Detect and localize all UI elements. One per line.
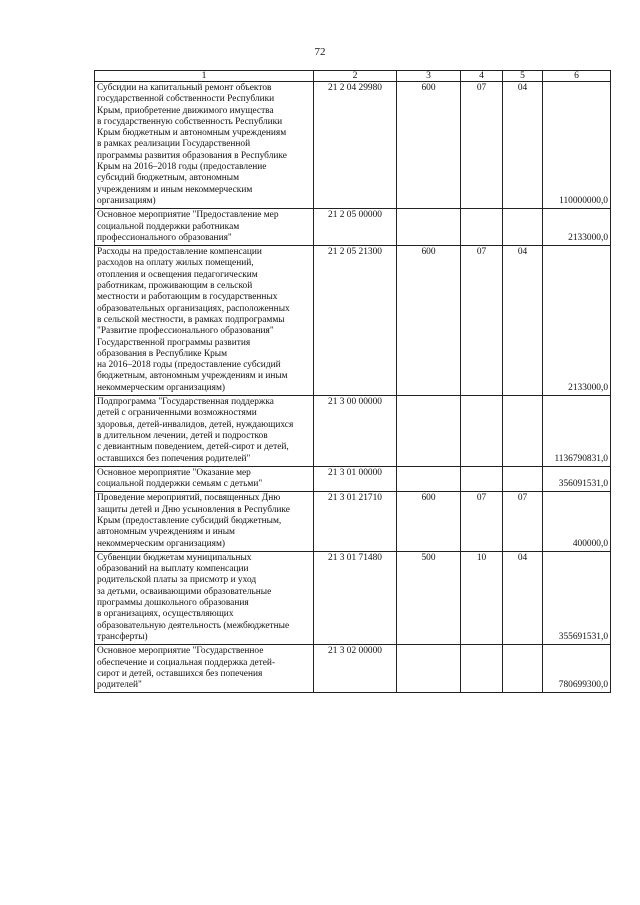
subsection-code: 04	[503, 246, 543, 396]
expense-type-code	[397, 209, 461, 246]
row-name: Субсидии на капитальный ремонт объектов государственной собственности Республики Крым, приобретение движимого имущества в государственную собственность Республики Крым бюджетным и автономным учреждениям в рамках реализации Государственной программы развития образования в Республике Крым на 2016–2018 годы (предоставление субсидий бюджетным, автономным учреждениям и иным некоммерческим организациям)	[95, 82, 314, 209]
table-row	[95, 209, 611, 246]
row-name: Субвенции бюджетам муниципальных образований на выплату компенсации родительской платы за присмотр и уход за детьми, осваивающими образовательные программы дошкольного образования в организациях, осуществляющих образовательную деятельность (межбюджетные трансферты)	[95, 551, 314, 644]
expense-type-code	[397, 645, 461, 693]
subsection-code: 04	[503, 551, 543, 644]
section-code	[461, 209, 503, 246]
column-header: 6	[543, 71, 611, 82]
section-code: 07	[461, 246, 503, 396]
table-row	[95, 396, 611, 467]
table-row	[95, 466, 611, 492]
expense-type-code: 600	[397, 82, 461, 209]
expense-type-code	[397, 396, 461, 467]
budget-code: 21 2 04 29980	[314, 82, 397, 209]
table-row	[95, 246, 611, 396]
budget-code: 21 3 01 21710	[314, 492, 397, 551]
page-number: 72	[314, 46, 326, 58]
column-header: 4	[461, 71, 503, 82]
row-name: Проведение мероприятий, посвященных Дню защиты детей и Дню усыновления в Республике Крым (предоставление субсидий бюджетным, автономным учреждениям и иным некоммерческим организациям)	[95, 492, 314, 551]
subsection-code: 04	[503, 82, 543, 209]
column-header: 3	[397, 71, 461, 82]
budget-code: 21 2 05 00000	[314, 209, 397, 246]
subsection-code	[503, 209, 543, 246]
subsection-code	[503, 396, 543, 467]
column-header: 5	[503, 71, 543, 82]
column-header: 1	[95, 71, 314, 82]
row-name: Основное мероприятие "Оказание мер социальной поддержки семьям с детьми"	[95, 466, 314, 492]
section-code: 07	[461, 492, 503, 551]
header-row	[95, 71, 611, 82]
budget-table	[94, 70, 611, 693]
amount: 400000,0	[543, 492, 611, 551]
amount: 356091531,0	[543, 466, 611, 492]
expense-type-code: 500	[397, 551, 461, 644]
section-code: 10	[461, 551, 503, 644]
table-row	[95, 82, 611, 209]
table-body	[95, 82, 611, 693]
section-code	[461, 396, 503, 467]
table-row	[95, 492, 611, 551]
subsection-code	[503, 645, 543, 693]
amount: 2133000,0	[543, 209, 611, 246]
expense-type-code: 600	[397, 246, 461, 396]
budget-code: 21 2 05 21300	[314, 246, 397, 396]
amount: 355691531,0	[543, 551, 611, 644]
budget-code: 21 3 00 00000	[314, 396, 397, 467]
table-row	[95, 645, 611, 693]
section-code	[461, 645, 503, 693]
section-code: 07	[461, 82, 503, 209]
section-code	[461, 466, 503, 492]
amount: 1136790831,0	[543, 396, 611, 467]
row-name: Подпрограмма "Государственная поддержка детей с ограниченными возможностями здоровья, детей-инвалидов, детей, нуждающихся в длительном лечении, детей и подростков с девиантным поведением, детей-сирот и детей, оставшихся без попечения родителей"	[95, 396, 314, 467]
amount: 2133000,0	[543, 246, 611, 396]
budget-code: 21 3 01 00000	[314, 466, 397, 492]
table-row	[95, 551, 611, 644]
column-header: 2	[314, 71, 397, 82]
budget-code: 21 3 01 71480	[314, 551, 397, 644]
subsection-code: 07	[503, 492, 543, 551]
amount: 780699300,0	[543, 645, 611, 693]
row-name: Основное мероприятие "Государственное обеспечение и социальная поддержка детей- сирот и детей, оставшихся без попечения родителей"	[95, 645, 314, 693]
row-name: Расходы на предоставление компенсации расходов на оплату жилых помещений, отопления и освещения педагогическим работникам, проживающим в сельской местности и работающим в государственных образовательных организациях, расположенных в сельской местности, в рамках подпрограммы "Развитие профессионального образования" Государственной программы развития образования в Республике Крым на 2016–2018 годы (предоставление субсидий бюджетным, автономным учреждениям и иным некоммерческим организациям)	[95, 246, 314, 396]
amount: 110000000,0	[543, 82, 611, 209]
expense-type-code	[397, 466, 461, 492]
expense-type-code: 600	[397, 492, 461, 551]
subsection-code	[503, 466, 543, 492]
row-name: Основное мероприятие "Предоставление мер социальной поддержки работникам профессионального образования"	[95, 209, 314, 246]
budget-code: 21 3 02 00000	[314, 645, 397, 693]
